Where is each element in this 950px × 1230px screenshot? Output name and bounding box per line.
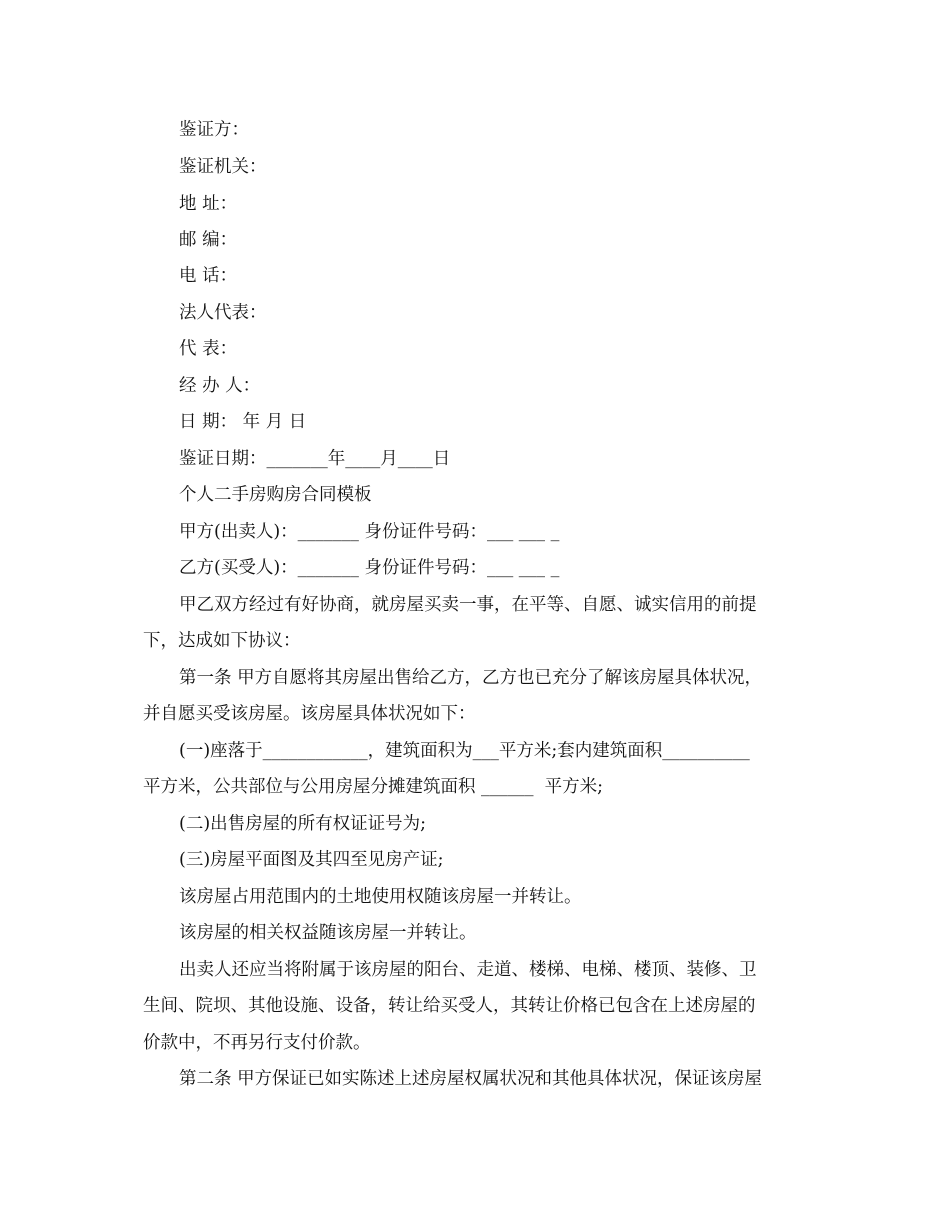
contract-title: 个人二手房购房合同模板 — [179, 485, 372, 505]
verifier-authority-label: 鉴证机关： — [179, 157, 267, 177]
attachments-line-1: 出卖人还应当将附属于该房屋的阳台、走道、楼梯、电梯、楼顶、装修、卫 — [179, 960, 757, 980]
article1-line-1: 第一条 甲方自愿将其房屋出售给乙方，乙方也已充分了解该房屋具体状况， — [179, 668, 763, 688]
party-a-line: 甲方(出卖人)：_______ 身份证件号码：___ ___ _ — [179, 522, 560, 542]
verifier-date-label: 日 期： 年 月 日 — [179, 412, 307, 432]
preamble-line-1: 甲乙双方经过有好协商，就房屋买卖一事，在平等、自愿、诚实信用的前提 — [179, 595, 757, 615]
attachments-line-2: 生间、院坝、其他设施、设备，转让给买受人，其转让价格已包含在上述房屋的 — [143, 996, 756, 1016]
verifier-address-label: 地 址： — [179, 194, 238, 214]
article1-line-2: 并自愿买受该房屋。该房屋具体状况如下： — [143, 704, 476, 724]
rights-line: 该房屋的相关权益随该房屋一并转让。 — [179, 923, 477, 943]
item1-line-2: 平方米，公共部位与公用房屋分摊建筑面积 ______ 平方米; — [143, 777, 604, 797]
article2-line-1: 第二条 甲方保证已如实陈述上述房屋权属状况和其他具体状况，保证该房屋 — [179, 1069, 763, 1089]
item1-line-1: (一)座落于____________，建筑面积为___平方米;套内建筑面积__________ — [179, 741, 750, 761]
item2-line: (二)出售房屋的所有权证证号为; — [179, 814, 427, 834]
land-use-line: 该房屋占用范围内的土地使用权随该房屋一并转让。 — [179, 887, 582, 907]
verifier-postcode-label: 邮 编： — [179, 230, 238, 250]
party-b-line: 乙方(买受人)：_______ 身份证件号码：___ ___ _ — [179, 558, 560, 578]
item3-line: (三)房屋平面图及其四至见房产证; — [179, 850, 444, 870]
verifier-phone-label: 电 话： — [179, 266, 238, 286]
preamble-line-2: 下，达成如下协议： — [143, 631, 301, 651]
attachments-line-3: 价款中，不再另行支付价款。 — [143, 1033, 371, 1053]
verifier-legal-rep-label: 法人代表： — [179, 303, 267, 323]
verifier-handler-label: 经 办 人： — [179, 376, 261, 396]
verifier-party-label: 鉴证方： — [179, 120, 249, 140]
verify-date-line: 鉴证日期：_______年____月____日 — [179, 449, 451, 469]
verifier-rep-label: 代 表： — [179, 339, 238, 359]
